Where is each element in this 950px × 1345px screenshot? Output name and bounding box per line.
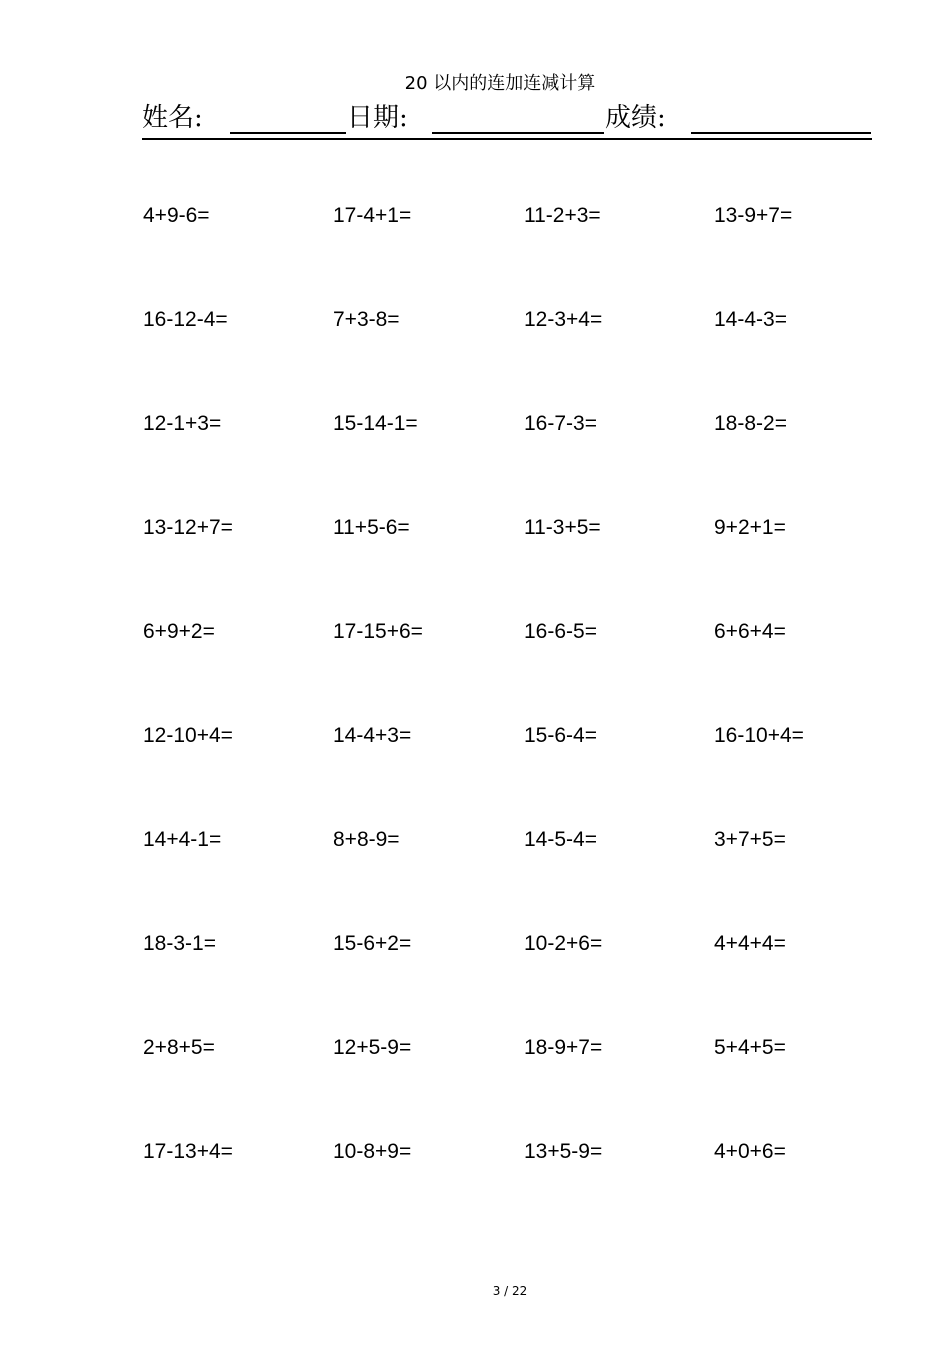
header-divider (142, 138, 872, 140)
worksheet-title: 20 以内的连加连减计算 (404, 73, 596, 94)
problem: 16-12-4= (143, 308, 228, 331)
problem: 4+0+6= (714, 1140, 786, 1163)
problem: 12-3+4= (524, 308, 603, 331)
problem: 7+3-8= (333, 308, 400, 331)
problem: 14-4+3= (333, 724, 412, 747)
score-blank[interactable] (691, 132, 871, 134)
problem: 13+5-9= (524, 1140, 603, 1163)
problem: 10-8+9= (333, 1140, 412, 1163)
problem: 14+4-1= (143, 828, 222, 851)
problem: 8+8-9= (333, 828, 400, 851)
problem: 17-4+1= (333, 204, 412, 227)
problem-row (143, 299, 903, 403)
problem-row (143, 507, 903, 611)
problem: 18-9+7= (524, 1036, 603, 1059)
problem: 11+5-6= (333, 516, 410, 539)
problem: 14-5-4= (524, 828, 597, 851)
date-label: 日期: (347, 103, 408, 133)
problem-row (143, 1027, 903, 1131)
problem: 6+6+4= (714, 620, 786, 643)
problem: 16-6-5= (524, 620, 597, 643)
problem-row (143, 611, 903, 715)
problem: 12-1+3= (143, 412, 222, 435)
problem: 15-14-1= (333, 412, 418, 435)
problem: 15-6-4= (524, 724, 597, 747)
problem: 10-2+6= (524, 932, 603, 955)
problem: 17-15+6= (333, 620, 423, 643)
problem: 17-13+4= (143, 1140, 233, 1163)
page-number: 3 / 22 (492, 1284, 528, 1298)
problem: 5+4+5= (714, 1036, 786, 1059)
problem: 12-10+4= (143, 724, 233, 747)
problem: 15-6+2= (333, 932, 412, 955)
problem: 16-10+4= (714, 724, 804, 747)
problem: 11-2+3= (524, 204, 601, 227)
problem-row (143, 819, 903, 923)
problem: 2+8+5= (143, 1036, 215, 1059)
problem: 13-12+7= (143, 516, 233, 539)
problem: 14-4-3= (714, 308, 787, 331)
problem-row (143, 1131, 903, 1235)
score-label: 成绩: (605, 103, 666, 133)
problem: 3+7+5= (714, 828, 786, 851)
problem-row (143, 403, 903, 507)
problem: 6+9+2= (143, 620, 215, 643)
problem: 13-9+7= (714, 204, 793, 227)
problem: 12+5-9= (333, 1036, 412, 1059)
problem: 4+4+4= (714, 932, 786, 955)
problem: 18-8-2= (714, 412, 787, 435)
problem: 4+9-6= (143, 204, 210, 227)
problem-row (143, 195, 903, 299)
name-blank[interactable] (230, 132, 346, 134)
date-blank[interactable] (432, 132, 604, 134)
problem: 16-7-3= (524, 412, 597, 435)
problem: 9+2+1= (714, 516, 786, 539)
student-info-header (142, 100, 872, 140)
problem-row (143, 923, 903, 1027)
name-label: 姓名: (142, 103, 203, 133)
problem: 11-3+5= (524, 516, 601, 539)
problem: 18-3-1= (143, 932, 216, 955)
problem-grid (143, 195, 903, 1235)
problem-row (143, 715, 903, 819)
